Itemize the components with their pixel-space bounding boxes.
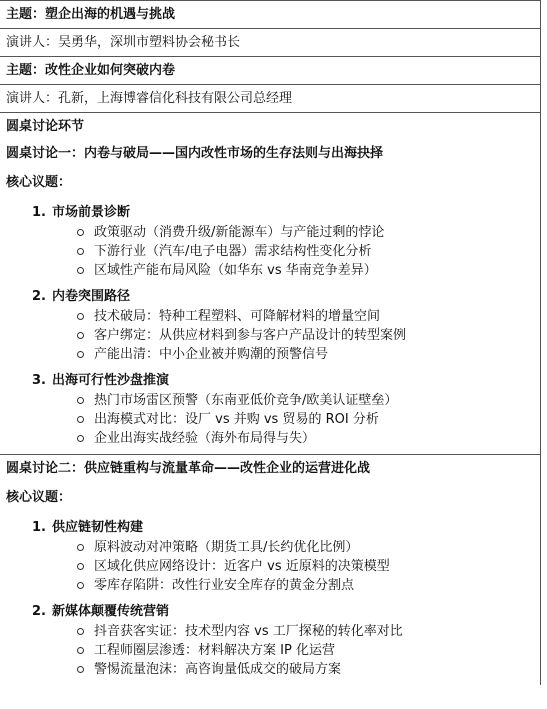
d2-topic-1 bbox=[0, 518, 540, 595]
talk-2-topic: 主题：改性企业如何突破内卷 bbox=[6, 63, 176, 78]
bullet-circle-icon bbox=[77, 267, 84, 274]
list-item: 出海模式对比：设厂 vs 并购 vs 贸易的 ROI 分析 bbox=[0, 410, 540, 429]
bullet-circle-icon bbox=[77, 582, 84, 589]
d1-topic-2-num: 2. bbox=[32, 289, 46, 304]
discussion-2-core-label: 核心议题： bbox=[6, 490, 72, 505]
list-item: 区域化供应网络设计：近客户 vs 近原料的决策模型 bbox=[0, 557, 540, 576]
bullet-circle-icon bbox=[77, 248, 84, 255]
d1-topic-3-title: 出海可行性沙盘推演 bbox=[52, 373, 170, 388]
d1-topic-3 bbox=[0, 371, 540, 448]
talk-1-topic: 主题：塑企出海的机遇与挑战 bbox=[6, 7, 176, 22]
talk-1 bbox=[0, 0, 540, 56]
d2-topic-2-num: 2. bbox=[32, 604, 46, 619]
bullet-circle-icon bbox=[77, 647, 84, 654]
talk-1-speaker: 演讲人：吴勇华，深圳市塑料协会秘书长 bbox=[0, 28, 540, 56]
d1-topic-3-num: 3. bbox=[32, 373, 46, 388]
list-item: 企业出海实战经验（海外布局得与失） bbox=[0, 429, 540, 448]
list-item: 抖音获客实证：技术型内容 vs 工厂探秘的转化率对比 bbox=[0, 622, 540, 641]
list-item: 下游行业（汽车/电子电器）需求结构性变化分析 bbox=[0, 242, 540, 261]
list-item: 技术破局：特种工程塑料、可降解材料的增量空间 bbox=[0, 307, 540, 326]
bullet-circle-icon bbox=[77, 351, 84, 358]
discussion-2-title: 圆桌讨论二：供应链重构与流量革命——改性企业的运营进化战 bbox=[6, 461, 371, 476]
bullet-circle-icon bbox=[77, 563, 84, 570]
list-item: 客户绑定：从供应材料到参与客户产品设计的转型案例 bbox=[0, 326, 540, 345]
list-item: 警惕流量泡沫：高咨询量低成交的破局方案 bbox=[0, 660, 540, 679]
list-item: 原料波动对冲策略（期货工具/长约优化比例） bbox=[0, 538, 540, 557]
discussion-1-core-label: 核心议题： bbox=[6, 175, 72, 190]
d1-topic-1-num: 1. bbox=[32, 205, 46, 220]
roundtable-heading: 圆桌讨论环节 bbox=[6, 119, 85, 134]
roundtable-heading-section bbox=[0, 112, 540, 140]
bullet-circle-icon bbox=[77, 666, 84, 673]
bullet-circle-icon bbox=[77, 628, 84, 635]
bullet-circle-icon bbox=[77, 544, 84, 551]
list-item: 产能出清：中小企业被并购潮的预警信号 bbox=[0, 345, 540, 364]
d1-topic-1 bbox=[0, 203, 540, 280]
bullet-circle-icon bbox=[77, 313, 84, 320]
d2-topic-2 bbox=[0, 602, 540, 679]
d1-topic-2-title: 内卷突围路径 bbox=[52, 289, 131, 304]
list-item: 工程师圈层渗透：材料解决方案 IP 化运营 bbox=[0, 641, 540, 660]
list-item: 政策驱动（消费升级/新能源车）与产能过剩的悖论 bbox=[0, 223, 540, 242]
discussion-1-title: 圆桌讨论一：内卷与破局——国内改性市场的生存法则与出海抉择 bbox=[6, 146, 384, 161]
d1-topic-2 bbox=[0, 287, 540, 364]
list-item: 零库存陷阱：改性行业安全库存的黄金分割点 bbox=[0, 576, 540, 595]
bullet-circle-icon bbox=[77, 229, 84, 236]
bullet-circle-icon bbox=[77, 332, 84, 339]
discussion-2 bbox=[0, 454, 540, 685]
talk-2-speaker: 演讲人：孔新，上海博睿信化科技有限公司总经理 bbox=[0, 84, 540, 112]
discussion-1 bbox=[0, 140, 540, 454]
d2-topic-2-title: 新媒体颠覆传统营销 bbox=[52, 604, 170, 619]
d2-topic-1-title: 供应链韧性构建 bbox=[52, 520, 144, 535]
talk-2 bbox=[0, 56, 540, 112]
list-item: 热门市场雷区预警（东南亚低价竞争/欧美认证壁垒） bbox=[0, 391, 540, 410]
d2-topic-1-num: 1. bbox=[32, 520, 46, 535]
d1-topic-1-title: 市场前景诊断 bbox=[52, 205, 131, 220]
bullet-circle-icon bbox=[77, 435, 84, 442]
bullet-circle-icon bbox=[77, 397, 84, 404]
list-item: 区域性产能布局风险（如华东 vs 华南竞争差异） bbox=[0, 261, 540, 280]
bullet-circle-icon bbox=[77, 416, 84, 423]
